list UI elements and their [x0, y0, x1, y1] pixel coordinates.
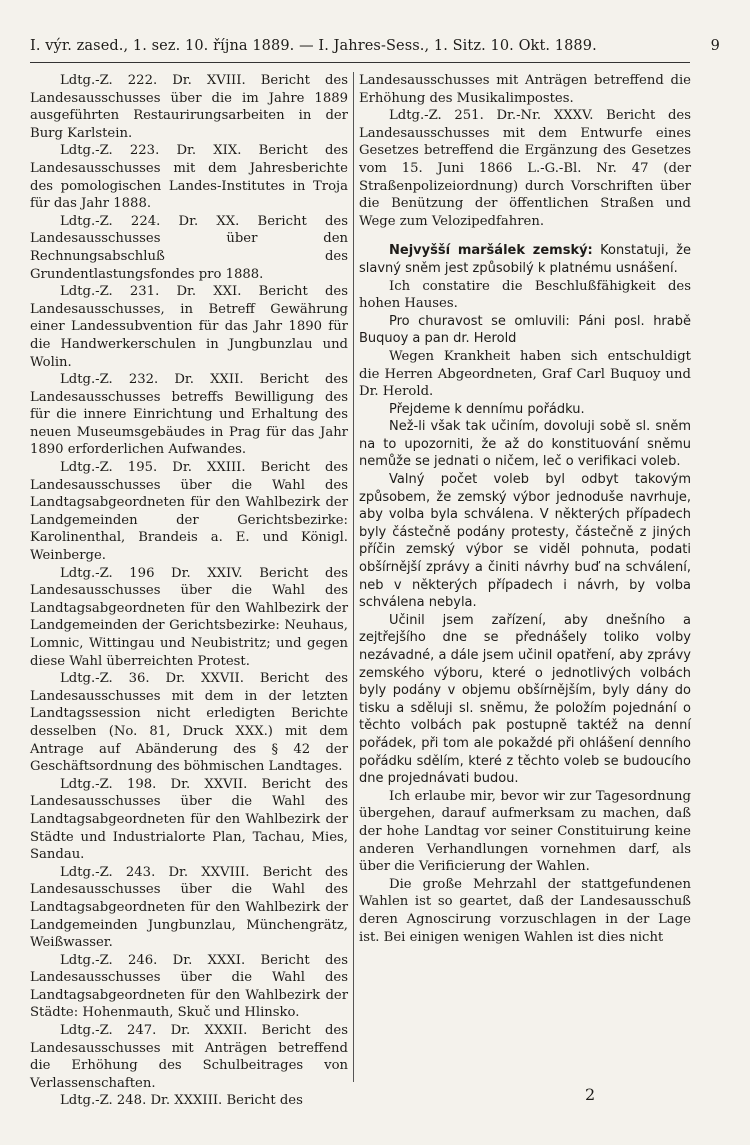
report-entry: Ldtg.-Z. 223. Dr. XIX. Bericht des Landesausschusses mit dem Jahresberichte des pomologischen Landes-Institutes in Troja für das Jahr 1888. [30, 143, 348, 212]
speech-text: Konstatuji, že slavný sněm jest způsobilý k platnému usnášení. [359, 243, 691, 276]
header-rule [30, 62, 690, 63]
report-entry: Ldtg.-Z. 196 Dr. XXIV. Bericht des Landesausschusses über die Wahl des Landtagsabgeordneten für den Wahlbezirk der Landgemeinden der Gerichtsbezirke: Neuhaus, Lomnic, Wittingau und Neubistritz; und gegen diese Wahl überreichten Protest. [30, 565, 348, 669]
report-entry: Ldtg.-Z. 222. Dr. XVIII. Bericht des Landesausschusses über die im Jahre 1889 ausgeführten Restaurirungsarbeiten in der Burg Karlstein. [30, 73, 348, 141]
speech-paragraph-cz: Než-li však tak učiním, dovoluji sobě sl. sněm na to upozorniti, že až do konstituování sněmu nemůže se jednati o ničem, leč o verifikaci voleb. [359, 419, 691, 470]
speech-paragraph-cz: Pro churavost se omluvili: Páni posl. hrabě Buquoy a pan dr. Herold [359, 313, 691, 347]
running-header [30, 38, 720, 54]
report-entry: Ldtg.-Z. 248. Dr. XXXIII. Bericht des [60, 1093, 303, 1109]
report-entry: Ldtg.-Z. 36. Dr. XXVII. Bericht des Landesausschusses mit dem in der letzten Landtagssession nicht erledigten Berichte desselben (No. 81, Druck XXX.) mit dem Antrage auf Abänderung des § 42 der Geschäftsordnung des böhmischen Landtages. [30, 671, 348, 775]
report-entry-continued: Landesausschusses mit Anträgen betreffend die Erhöhung des Musikalimpostes. [359, 73, 691, 106]
page-number: 9 [710, 38, 720, 54]
left-column [30, 72, 348, 1110]
report-entry: Ldtg.-Z. 231. Dr. XXI. Bericht des Landesausschusses, in Betreff Gewährung einer Landessubvention für das Jahr 1890 für die Handwerkerschulen in Jungbunzlau und Wolin. [30, 284, 348, 370]
report-entry: Ldtg.-Z. 198. Dr. XXVII. Bericht des Landesausschusses über die Wahl des Landtagsabgeordneten für den Wahlbezirk der Städte und Industrialorte Plan, Tachau, Mies, Sandau. [30, 776, 348, 863]
speech-paragraph-cz: Přejdeme k dennímu pořádku. [389, 401, 585, 417]
report-entry: Ldtg.-Z. 251. Dr.-Nr. XXXV. Bericht des Landesausschusses mit dem Entwurfe eines Gesetzes betreffend die Ergänzung des Gesetzes vom 15. Juni 1866 L.-G.-Bl. Nr. 47 (der Straßenpolizeiordnung) durch Vorschriften über die Benützung der öffentlichen Straßen und Wege zum Velozipedfahren. [359, 108, 691, 229]
column-divider [353, 72, 354, 1082]
signature-mark: 2 [585, 1085, 596, 1104]
speech-paragraph-cz: Učinil jsem zařízení, aby dnešního a zejtřejšího dne se přednášely toliko volby nezávadné, a dále jsem učinil opatření, aby zprávy zemského výboru, které o jednotlivých volbách byly podány v objemu obšírnějším, byly dány do tisku a sděluji sl. sněmu, že položím pojednání o těchto volbách pak postupně taktéž na denní pořádek, při tom ale pokaždé při ohlášení denního pořádku sdělím, které z těchto voleb se budoucího dne projednávati budou. [359, 612, 691, 787]
speech-paragraph-de: Wegen Krankheit haben sich entschuldigt die Herren Abgeordneten, Graf Carl Buquoy und Dr. Herold. [359, 348, 691, 400]
speaker-name: Nejvyšší maršálek zemský: [389, 243, 593, 259]
report-entry: Ldtg.-Z. 195. Dr. XXIII. Bericht des Landesausschusses über die Wahl des Landtagsabgeordneten für den Wahlbezirk der Landgemeinden der Gerichtsbezirke: Karolinenthal, Brandeis a. E. und Königl. Weinberge. [30, 460, 348, 564]
speech-block [359, 242, 691, 277]
report-entry: Ldtg.-Z. 246. Dr. XXXI. Bericht des Landesausschusses über die Wahl des Landtagsabgeordneten für den Wahlbezirk der Städte: Hohenmauth, Skuč und Hlinsko. [30, 952, 348, 1021]
speech-paragraph-de: Die große Mehrzahl der stattgefundenen Wahlen ist so geartet, daß der Landesausschuß deren Agnoscirung vorzuschlagen in der Lage ist. Bei einigen wenigen Wahlen ist dies nicht [359, 876, 691, 945]
speech-paragraph-de: Ich erlaube mir, bevor wir zur Tagesordnung übergehen, darauf aufmerksam zu machen, daß der hohe Landtag vor seiner Constituirung keine anderen Verhandlungen vornehmen darf, als über die Verificierung der Wahlen. [359, 788, 691, 875]
report-entry: Ldtg.-Z. 247. Dr. XXXII. Bericht des Landesausschusses mit Anträgen betreffend die Erhöhung des Schulbeitrages von Verlassenschaften. [30, 1023, 348, 1091]
speech-paragraph-de: Ich constatire die Beschlußfähigkeit des hohen Hauses. [359, 278, 691, 312]
report-entry: Ldtg.-Z. 232. Dr. XXII. Bericht des Landesausschusses betreffs Bewilligung des für die innere Einrichtung und Erhaltung des neuen Museumsgebäudes in Prag für das Jahr 1890 erforderlichen Aufwandes. [30, 372, 348, 458]
report-entry: Ldtg.-Z. 224. Dr. XX. Bericht des Landesausschusses über den Rechnungsabschluß des Grundentlastungsfondes pro 1888. [30, 213, 348, 282]
right-column [359, 72, 691, 946]
report-entry: Ldtg.-Z. 243. Dr. XXVIII. Bericht des Landesausschusses über die Wahl des Landtagsabgeordneten für den Wahlbezirk der Landgemeinden Jungbunzlau, Münchengrätz, Weißwasser. [30, 864, 348, 951]
header-text: I. výr. zased., 1. sez. 10. října 1889. — I. Jahres-Sess., 1. Sitz. 10. Okt. 1889. [30, 38, 597, 54]
speech-paragraph-cz: Valný počet voleb byl odbyt takovým způsobem, že zemský výbor jednoduše navrhuje, aby volba byla schválena. V některých případech byly částečně podány protesty, částečně z jiných příčin zemský výbor se viděl pohnuta, podati obšírnější zprávy a činiti návrhy buď na schválení, neb v některých případech i návrh, by volba schválena nebyla. [359, 472, 691, 611]
